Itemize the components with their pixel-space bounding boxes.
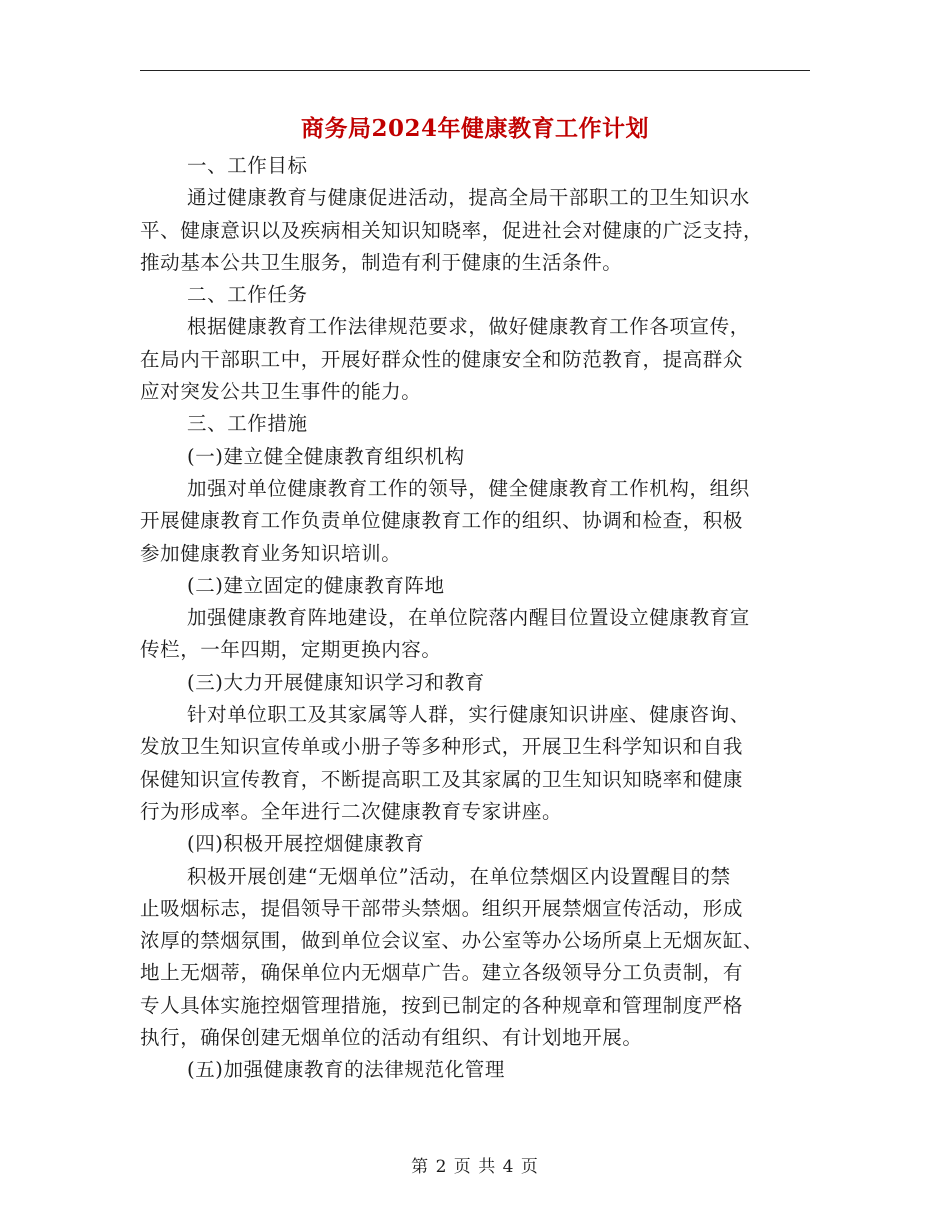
text-line: 传栏，一年四期，定期更换内容。 [140, 638, 442, 662]
text-line: 推动基本公共卫生服务，制造有利于健康的生活条件。 [140, 250, 623, 274]
text-line: 专人具体实施控烟管理措施，按到已制定的各种规章和管理制度严格 [140, 993, 744, 1017]
text-line: 通过健康教育与健康促进活动，提高全局干部职工的卫生知识水 [187, 186, 750, 210]
document-title: 商务局2024年健康教育工作计划 [300, 115, 649, 142]
text-line: 发放卫生知识宣传单或小册子等多种形式，开展卫生科学知识和自我 [140, 735, 744, 759]
text-line: 保健知识宣传教育，不断提高职工及其家属的卫生知识知晓率和健康 [140, 767, 744, 791]
page-number: 第 2 页 共 4 页 [411, 1157, 539, 1177]
text-line: 止吸烟标志，提倡领导干部带头禁烟。组织开展禁烟宣传活动，形成 [140, 896, 744, 920]
text-line: 行为形成率。全年进行二次健康教育专家讲座。 [140, 799, 563, 823]
text-line: 应对突发公共卫生事件的能力。 [140, 380, 422, 404]
text-line: 执行，确保创建无烟单位的活动有组织、有计划地开展。 [140, 1026, 643, 1050]
text-line: 地上无烟蒂，确保单位内无烟草广告。建立各级领导分工负责制，有 [140, 961, 744, 985]
text-line: (五)加强健康教育的法律规范化管理 [187, 1058, 505, 1082]
text-line: 开展健康教育工作负责单位健康教育工作的组织、协调和检查，积极 [140, 509, 744, 533]
text-line: 三、工作措施 [187, 412, 308, 436]
text-line: (四)积极开展控烟健康教育 [187, 832, 425, 856]
text-line: 积极开展创建“无烟单位”活动，在单位禁烟区内设置醒目的禁 [187, 864, 731, 888]
text-line: 在局内干部职工中，开展好群众性的健康安全和防范教育，提高群众 [140, 347, 744, 371]
text-line: (一)建立健全健康教育组织机构 [187, 444, 465, 468]
text-line: 浓厚的禁烟氛围，做到单位会议室、办公室等办公场所桌上无烟灰缸、 [140, 929, 764, 953]
text-line: 参加健康教育业务知识培训。 [140, 541, 402, 565]
text-line: 针对单位职工及其家属等人群，实行健康知识讲座、健康咨询、 [187, 703, 750, 727]
text-line: 加强对单位健康教育工作的领导，健全健康教育工作机构，组织 [187, 476, 750, 500]
text-line: (二)建立固定的健康教育阵地 [187, 573, 445, 597]
text-line: 一、工作目标 [187, 154, 308, 177]
text-line: 平、健康意识以及疾病相关知识知晓率，促进社会对健康的广泛支持， [140, 218, 764, 242]
text-line: 加强健康教育阵地建设，在单位院落内醒目位置设立健康教育宣 [187, 606, 750, 630]
text-line: (三)大力开展健康知识学习和教育 [187, 670, 485, 694]
header-rule [140, 70, 810, 71]
document-body [140, 150, 810, 1087]
text-line: 二、工作任务 [187, 283, 308, 307]
text-line: 根据健康教育工作法律规范要求，做好健康教育工作各项宣传， [187, 315, 750, 339]
